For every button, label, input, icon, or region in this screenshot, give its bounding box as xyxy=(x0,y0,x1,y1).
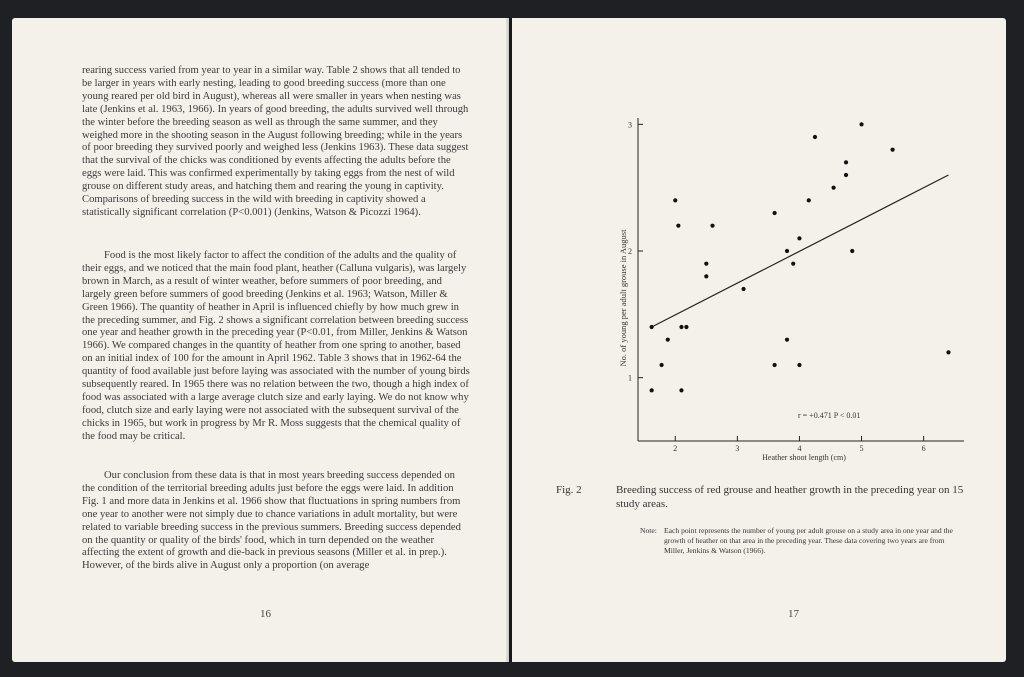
y-tick-label: 3 xyxy=(628,120,632,130)
x-tick-label: 3 xyxy=(735,444,740,453)
figure-caption-text: Breeding success of red grouse and heather growth in the preceding year on 15 study areas. xyxy=(616,484,964,510)
data-point xyxy=(797,236,801,240)
data-point xyxy=(832,186,836,190)
data-point xyxy=(797,363,801,367)
data-point xyxy=(844,173,848,177)
data-point xyxy=(673,198,677,202)
paragraph-2 xyxy=(82,250,470,444)
data-point xyxy=(679,388,683,392)
data-point xyxy=(791,262,795,266)
data-point xyxy=(679,325,683,329)
y-tick-label: 1 xyxy=(628,373,632,383)
data-point xyxy=(785,249,789,253)
paragraph-1 xyxy=(82,65,470,220)
paragraph-1-text: rearing success varied from year to year in a similar way. Table 2 shows that all tended to be larger in years with early nesting, leading to good breeding success (more than one young reared per old bird in August), whereas all were smaller in years when nesting was late (Jenkins et al. 1963, 1966). In years of good breeding, the adults survived well through the winter before the breeding season as well as through the same summer, and they weighed more in the shooting season in the August following breeding; while in the years of poor breeding they survived poorly and weighed less (Jenkins 1963). These data suggest that the survival of the chicks was conditioned by events affecting the adults before the eggs were laid. This was confirmed experimentally by taking eggs from the nest of wild grouse on different study areas, and hatching them and rearing the young in captivity. Comparisons of breeding success in the wild with breeding in captivity showed a statistically significant correlation (P<0.001) (Jenkins, Watson & Picozzi 1964). xyxy=(82,65,469,218)
data-point xyxy=(946,350,950,354)
data-point xyxy=(659,363,663,367)
y-tick-label: 2 xyxy=(628,247,632,256)
data-point xyxy=(859,122,863,126)
scatter-chart xyxy=(512,18,1006,468)
chart-marks xyxy=(650,122,951,392)
figure-caption xyxy=(556,484,976,511)
paragraph-2-text: Food is the most likely factor to affect the condition of the adults and the quality of their eggs, and we noticed that the main food plant, heather (Calluna vulgaris), was largely brown in March, as a result of winter weather, before summers of poor breeding, and largely green before summers of good breeding (Jenkins et al. 1963; Watson, Miller & Green 1966). The quantity of heather in April is influenced chiefly by how much grew in the preceding summer, and Fig. 2 shows a significant correlation between breeding success one year and heather growth in the preceding year (P<0.01, from Miller, Jenkins & Watson 1966). We compared changes in the quantity of heather from one spring to another, based on an initial index of 100 for the amount in April 1962. Table 3 shows that in 1962-64 the quantity of food available just before laying was associated with the number of young birds subsequently reared. In 1965 there was no relation between the two, though a high index of food was associated with a large average clutch size and early laying. We do not know why food, clutch size and early laying were not associated with the subsequent survival of the chicks in 1965, but work in progress by Mr R. Moss suggests that the chemical quality of the food may be critical. xyxy=(82,250,470,442)
data-point xyxy=(850,249,854,253)
x-tick-label: 4 xyxy=(797,444,802,453)
data-point xyxy=(807,198,811,202)
regression-line xyxy=(652,175,949,327)
right-page xyxy=(512,18,1006,662)
data-point xyxy=(773,363,777,367)
x-axis-label: Heather shoot length (cm) xyxy=(762,453,846,462)
data-point xyxy=(773,211,777,215)
data-point xyxy=(813,135,817,139)
data-point xyxy=(890,148,894,152)
data-point xyxy=(650,388,654,392)
data-point xyxy=(666,338,670,342)
x-tick-label: 2 xyxy=(673,444,678,453)
figure-label: Fig. 2 xyxy=(556,484,582,496)
data-point xyxy=(741,287,745,291)
x-tick-label: 5 xyxy=(859,444,864,453)
page-number-right: 17 xyxy=(788,608,799,620)
correlation-annotation: r = +0.471 P < 0.01 xyxy=(798,411,861,420)
data-point xyxy=(785,338,789,342)
data-point xyxy=(704,274,708,278)
note-text: Each point represents the number of young per adult grouse on a study area in one year and the growth of heather on that area in the preceding year. These data covering two years are from Miller, Jenkins & Watson (1966). xyxy=(664,526,953,555)
data-point xyxy=(650,325,654,329)
data-point xyxy=(844,160,848,164)
page-number-left: 16 xyxy=(260,608,271,620)
y-axis-label: No. of young per adult grouse in August xyxy=(618,229,628,367)
note-label: Note: xyxy=(640,526,657,535)
paragraph-3 xyxy=(82,470,470,573)
x-tick-label: 6 xyxy=(921,444,926,453)
data-point xyxy=(710,224,714,228)
left-page xyxy=(12,18,509,662)
paragraph-3-text: Our conclusion from these data is that in most years breeding success depended on the condition of the territorial breeding adults just before the eggs were laid. In addition Fig. 1 and more data in Jenkins et al. 1966 show that fluctuations in spring numbers from one year to another were not simply due to chance variations in adult mortality, but were related to variable breeding success in the previous summers. Breeding success depended on the quantity or quality of the birds' food, which in turn depended on the weather affecting the extent of growth and die-back in previous seasons (Miller et al. in prep.). However, of the birds alive in August only a proportion (on average xyxy=(82,470,461,572)
data-point xyxy=(684,325,688,329)
data-point xyxy=(676,224,680,228)
chart-axes xyxy=(628,118,964,453)
figure-note xyxy=(640,526,954,556)
data-point xyxy=(704,262,708,266)
